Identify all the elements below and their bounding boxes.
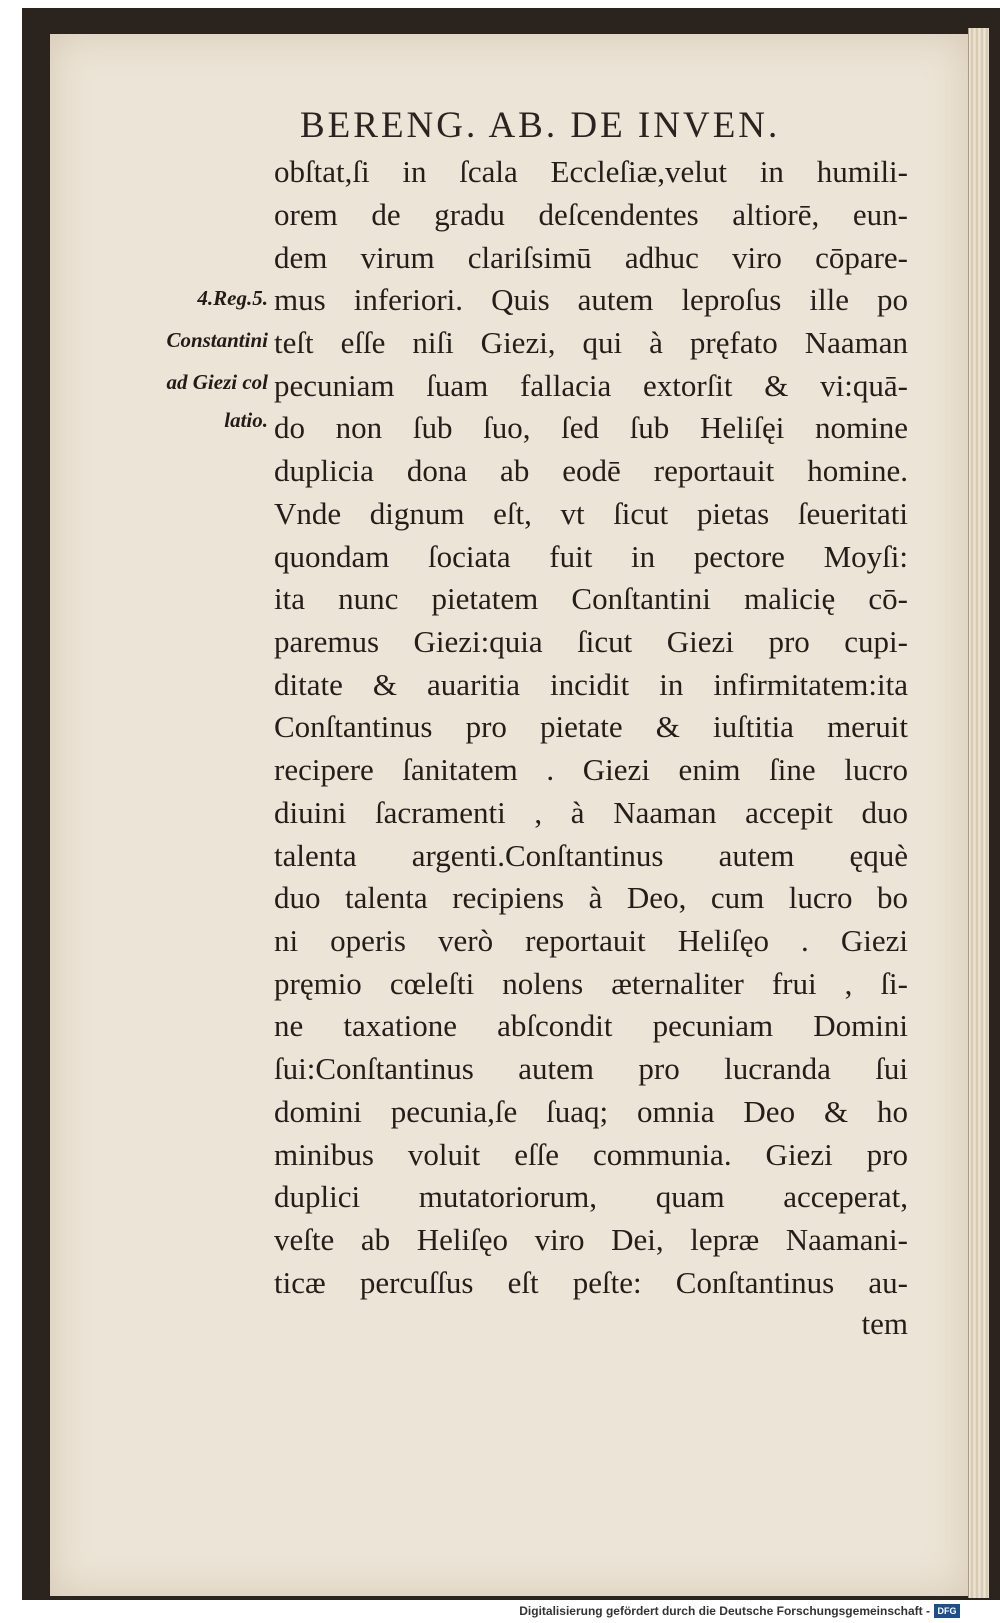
text-line: talenta argenti.Conſtantinus autem ęquè (274, 838, 908, 873)
margin-note-reference: 4.Reg.5. (197, 286, 268, 310)
text-line: veſte ab Heliſęo viro Dei, lepræ Naamani- (274, 1222, 908, 1257)
text-line: domini pecunia,ſe ſuaq; omnia Deo & ho (274, 1094, 908, 1129)
text-line: ita nunc pietatem Conſtantini malicię cō- (274, 581, 908, 616)
text-line: ticæ percuſſus eſt peſte: Conſtantinus au- (274, 1265, 908, 1300)
text-line: diuini ſacramenti , à Naaman accepit duo (274, 795, 908, 830)
text-line: ſui:Conſtantinus autem pro lucranda ſui (274, 1051, 908, 1086)
text-line: duplicia dona ab eodē reportauit homine. (274, 453, 908, 488)
text-line: minibus voluit eſſe communia. Giezi pro (274, 1137, 908, 1172)
text-line: ni operis verò reportauit Heliſęo . Giezi (274, 923, 908, 958)
text-line: do non ſub ſuo, ſed ſub Heliſęi nomine (274, 410, 908, 445)
margin-note-line: latio. (224, 408, 268, 432)
text-line: Vnde dignum eſt, vt ſicut pietas ſeueritati (274, 496, 908, 531)
text-line: duplici mutatoriorum, quam acceperat, (274, 1179, 908, 1214)
text-line: recipere ſanitatem . Giezi enim ſine lucro (274, 752, 908, 787)
margin-note-line: Constantini (166, 328, 268, 352)
text-line: mus inferiori. Quis autem leproſus ille po (274, 282, 908, 317)
text-line: pręmio cœleſti nolens æternaliter frui , ſi- (274, 966, 908, 1001)
text-line: orem de gradu deſcendentes altiorē, eun- (274, 197, 908, 232)
dfg-logo: DFG (934, 1604, 960, 1618)
book-page-edges (968, 28, 989, 1598)
text-line: ne taxatione abſcondit pecuniam Domini (274, 1008, 908, 1043)
text-line: ditate & auaritia incidit in infirmitatem:ita (274, 667, 908, 702)
text-line: pecuniam ſuam fallacia extorſit & vi:quā- (274, 368, 908, 403)
text-line: Conſtantinus pro pietate & iuſtitia meruit (274, 709, 908, 744)
catchword: tem (861, 1306, 908, 1341)
text-line: paremus Giezi:quia ſicut Giezi pro cupi- (274, 624, 908, 659)
text-line: duo talenta recipiens à Deo, cum lucro bo (274, 880, 908, 915)
text-line: quondam ſociata fuit in pectore Moyſi: (274, 539, 908, 574)
text-line: teſt eſſe niſi Giezi, qui à pręfato Naaman (274, 325, 908, 360)
text-line: dem virum clariſsimū adhuc viro cōpare- (274, 240, 908, 275)
margin-note-line: ad Giezi col (166, 370, 268, 394)
text-line: obſtat,ſi in ſcala Eccleſiæ,velut in humili- (274, 154, 908, 189)
running-head: BERENG. AB. DE INVEN. (300, 105, 781, 146)
funding-credit: Digitalisierung gefördert durch die Deutsche Forschungsgemeinschaft - (519, 1604, 930, 1618)
